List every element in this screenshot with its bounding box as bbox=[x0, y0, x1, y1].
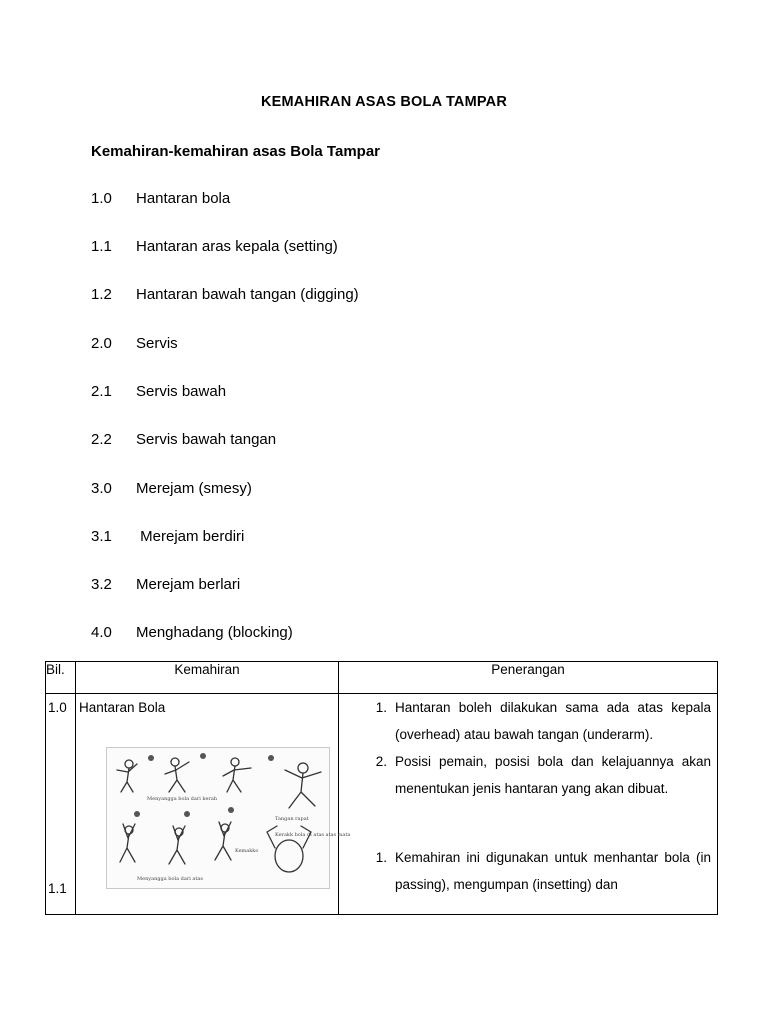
list-item bbox=[91, 624, 293, 641]
penerangan-text: Kemahiran ini digunakan untuk menhantar bola (in passing), mengumpan (insetting) dan bbox=[395, 850, 711, 892]
list-item bbox=[91, 576, 240, 593]
list-item-number: 3.1 bbox=[91, 528, 112, 545]
penerangan-number: 1. bbox=[375, 850, 387, 865]
bil-number-sub: 1.1 bbox=[48, 881, 67, 896]
list-item-number: 1.1 bbox=[91, 238, 112, 255]
list-item bbox=[91, 335, 178, 352]
caption-mid: Kemakko bbox=[235, 848, 259, 854]
list-item-label: Servis bbox=[136, 335, 178, 352]
list-item-label: Merejam (smesy) bbox=[136, 480, 252, 497]
caption-right: Tangan rapat bbox=[275, 816, 309, 822]
list-item bbox=[339, 844, 711, 898]
cell-bil bbox=[46, 694, 76, 915]
list-item bbox=[91, 383, 226, 400]
list-item-number: 2.1 bbox=[91, 383, 112, 400]
penerangan-text: Posisi pemain, posisi bola dan kelajuannya akan menentukan jenis hantaran yang akan dibuat. bbox=[395, 754, 711, 796]
list-item-label: Hantaran bola bbox=[136, 190, 231, 207]
list-item bbox=[91, 286, 359, 303]
list-item-number: 4.0 bbox=[91, 624, 112, 641]
penerangan-list-b bbox=[339, 844, 711, 898]
list-item bbox=[91, 190, 230, 207]
list-item-label: Hantaran bawah tangan (digging) bbox=[136, 286, 359, 303]
header-penerangan: Penerangan bbox=[339, 662, 718, 694]
document-subtitle: Kemahiran-kemahiran asas Bola Tampar bbox=[91, 143, 381, 160]
caption-top: Menyangga bola dari kerah bbox=[147, 796, 218, 802]
list-item-number: 3.2 bbox=[91, 576, 112, 593]
cell-penerangan bbox=[339, 694, 718, 915]
list-item-number: 2.2 bbox=[91, 431, 112, 448]
document-title: KEMAHIRAN ASAS BOLA TAMPAR bbox=[260, 94, 508, 110]
list-item-label: Servis bawah bbox=[136, 383, 227, 400]
skills-table bbox=[45, 661, 718, 915]
kemahiran-label: Hantaran Bola bbox=[79, 700, 166, 715]
penerangan-list-a bbox=[339, 694, 711, 802]
list-item bbox=[339, 748, 711, 802]
list-item bbox=[339, 694, 711, 748]
caption-bottom: Menyangga bola dari atas bbox=[137, 876, 203, 882]
cell-kemahiran bbox=[76, 694, 351, 915]
table-header-row bbox=[46, 662, 718, 694]
list-item-label: Menghadang (blocking) bbox=[136, 624, 293, 641]
list-item-label: Merejam berdiri bbox=[136, 528, 245, 545]
header-kemahiran: Kemahiran bbox=[76, 662, 339, 694]
list-item-number: 2.0 bbox=[91, 335, 112, 352]
penerangan-number: 2. bbox=[375, 754, 387, 769]
list-item-number: 1.2 bbox=[91, 286, 112, 303]
table-row bbox=[46, 694, 718, 915]
volleyball-pass-illustration bbox=[106, 747, 351, 889]
list-item bbox=[91, 238, 338, 255]
list-item bbox=[91, 431, 276, 448]
penerangan-number: 1. bbox=[375, 700, 387, 715]
caption-head: Kerakk bola di atas atas mata bbox=[275, 832, 351, 838]
list-item-number: 1.0 bbox=[91, 190, 112, 207]
list-item-label: Hantaran aras kepala (setting) bbox=[136, 238, 338, 255]
bil-number-main: 1.0 bbox=[48, 700, 67, 715]
header-bil: Bil. bbox=[46, 662, 76, 694]
penerangan-text: Hantaran boleh dilakukan sama ada atas kepala (overhead) atau bawah tangan (underarm). bbox=[395, 700, 711, 742]
list-item bbox=[91, 480, 252, 497]
illustration-svg bbox=[107, 748, 351, 888]
list-item-number: 3.0 bbox=[91, 480, 112, 497]
list-item-label: Servis bawah tangan bbox=[136, 431, 277, 448]
list-item-label: Merejam berlari bbox=[136, 576, 241, 593]
list-item bbox=[91, 528, 244, 545]
